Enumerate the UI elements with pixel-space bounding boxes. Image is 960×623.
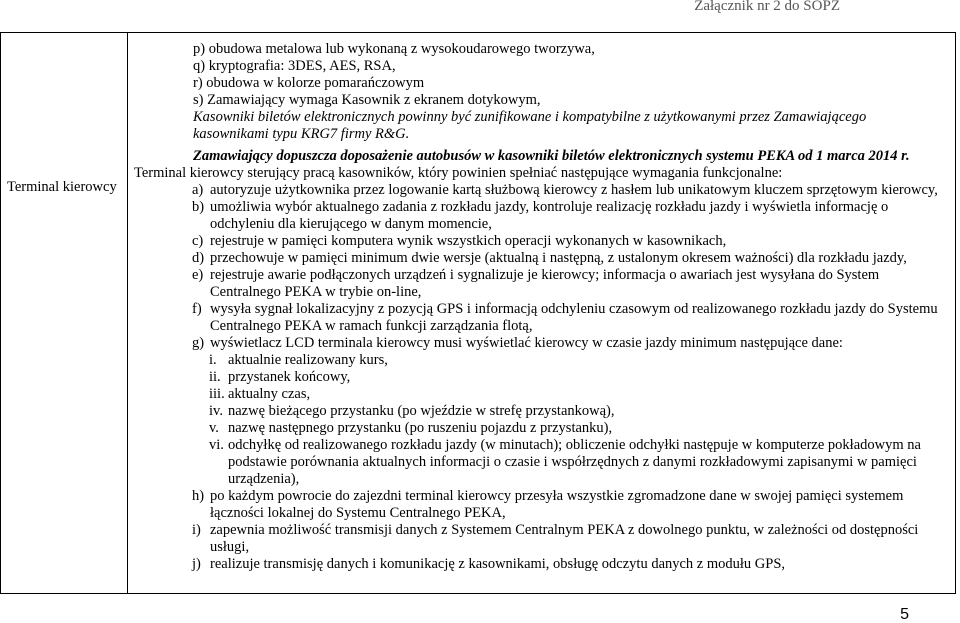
list-item: r) obudowa w kolorze pomarańczowym: [193, 75, 425, 91]
table-column-divider: [127, 33, 128, 593]
sub-list-item: [134, 403, 950, 420]
page-number: 5: [900, 606, 909, 623]
item-mark: j): [192, 556, 201, 572]
item-mark: e): [192, 267, 204, 283]
list-item: p) obudowa metalowa lub wykonaną z wysokoudarowego tworzywa,: [193, 41, 595, 57]
item-text: umożliwia wybór aktualnego zadania z rozkładu jazdy, kontroluje realizację rozkładu jazdy i wyświetla informację o: [210, 199, 889, 215]
item-text: po każdym powrocie do zajezdni terminal kierowcy przesyła wszystkie zgromadzone dane w swojej pamięci systemem: [210, 488, 904, 504]
sub-item-mark: i.: [209, 352, 217, 368]
sub-list-item: [134, 386, 950, 403]
list-item: [134, 182, 950, 199]
list-item: q) kryptografia: 3DES, AES, RSA,: [193, 58, 396, 74]
item-text: Centralnego PEKA w trybie on-line,: [210, 284, 422, 300]
italic-note-line: kasownikami typu KRG7 firmy R&G.: [193, 126, 410, 142]
sub-list-item: [134, 420, 950, 437]
sub-list-item: [134, 437, 950, 488]
list-item: [134, 199, 950, 233]
sub-item-text: przystanek końcowy,: [228, 369, 351, 385]
item-mark: f): [192, 301, 202, 317]
list-item: [134, 233, 950, 250]
sub-item-text: urządzenia),: [228, 471, 300, 487]
list-item: [134, 488, 950, 522]
item-mark: g): [192, 335, 205, 351]
table-border-right: [955, 33, 956, 593]
list-item: s) Zamawiający wymaga Kasownik z ekranem dotykowym,: [193, 92, 541, 108]
list-item: [134, 250, 950, 267]
intro-line: Terminal kierowcy sterujący pracą kasowników, który powinien spełniać następujące wymagania funkcjonalne:: [134, 165, 783, 181]
item-mark: b): [192, 199, 205, 215]
bold-note-line: Zamawiający dopuszcza doposażenie autobusów w kasowniki biletów elektronicznych systemu PEKA od 1 marca 2014 r.: [193, 148, 910, 164]
item-text: odchyleniu dla kierującego w danym momencie,: [210, 216, 492, 232]
item-text: łączności lokalnej do Systemu Centralnego PEKA,: [210, 505, 506, 521]
attachment-header: Załącznik nr 2 do SOPZ: [694, 0, 840, 14]
item-mark: i): [192, 522, 201, 538]
sub-item-text: aktualny czas,: [228, 386, 311, 402]
sub-item-text: aktualnie realizowany kurs,: [228, 352, 388, 368]
item-mark: a): [192, 182, 204, 198]
sub-item-mark: iii.: [209, 386, 225, 402]
item-text: wyświetlacz LCD terminala kierowcy musi wyświetlać kierowcy w czasie jazdy minimum następujące dane:: [210, 335, 843, 351]
item-text: rejestruje w pamięci komputera wynik wszystkich operacji wykonanych w kasownikach,: [210, 233, 727, 249]
sub-item-text: podstawie porównania aktualnych informacji o czasie i współrzędnych z danymi rozkładowymi zapisanymi w pamięci: [228, 454, 917, 470]
table-border-left: [0, 33, 1, 593]
italic-note-line: Kasowniki biletów elektronicznych powinny być zunifikowane i kompatybilne z użytkowanymi przez Zamawiającego: [193, 109, 867, 125]
sub-item-mark: vi.: [209, 437, 224, 453]
list-item: [134, 301, 950, 335]
item-text: zapewnia możliwość transmisji danych z Systemem Centralnym PEKA z dowolnego punktu, w zależności od dostępności: [210, 522, 919, 538]
sub-item-text: odchyłkę od realizowanego rozkładu jazdy (w minutach); obliczenie odchyłki następuje w komputerze pokładowym na: [228, 437, 921, 453]
sub-item-mark: ii.: [209, 369, 221, 385]
requirements-table: [0, 32, 956, 594]
item-mark: d): [192, 250, 205, 266]
item-text: realizuje transmisję danych i komunikację z kasownikami, obsługę odczytu danych z modułu GPS,: [210, 556, 786, 572]
sub-list-item: [134, 369, 950, 386]
sub-item-mark: iv.: [209, 403, 223, 419]
sub-item-mark: v.: [209, 420, 219, 436]
item-text: autoryzuje użytkownika przez logowanie kartą służbową kierowcy z hasłem lub unikatowym kluczem sprzętowym kierowcy,: [210, 182, 938, 198]
item-text: rejestruje awarie podłączonych urządzeń i sygnalizuje je kierowcy; informacja o awariach jest wysyłana do System: [210, 267, 880, 283]
sub-list-item: [134, 352, 950, 369]
item-mark: h): [192, 488, 205, 504]
item-text: Centralnego PEKA w ramach funkcji zarządzania flotą,: [210, 318, 533, 334]
list-item: [134, 522, 950, 556]
list-item: [134, 556, 950, 573]
requirements-content: [134, 41, 950, 573]
item-text: przechowuje w pamięci minimum dwie wersje (aktualną i następną, z ustalonym okresem ważności) dla rozkładu jazdy,: [210, 250, 907, 266]
item-text: wysyła sygnał lokalizacyjny z pozycją GPS i informacją odchyleniu czasowym od realizowanego rozkładu jazdy do Systemu: [210, 301, 938, 317]
item-mark: c): [192, 233, 204, 249]
list-item: [134, 335, 950, 352]
sub-item-text: nazwę następnego przystanku (po ruszeniu pojazdu z przystanku),: [228, 420, 613, 436]
sub-item-text: nazwę bieżącego przystanku (po wjeździe w strefę przystankową),: [228, 403, 615, 419]
item-text: usługi,: [210, 539, 250, 555]
list-item: [134, 267, 950, 301]
row-label-terminal: Terminal kierowcy: [7, 179, 117, 195]
